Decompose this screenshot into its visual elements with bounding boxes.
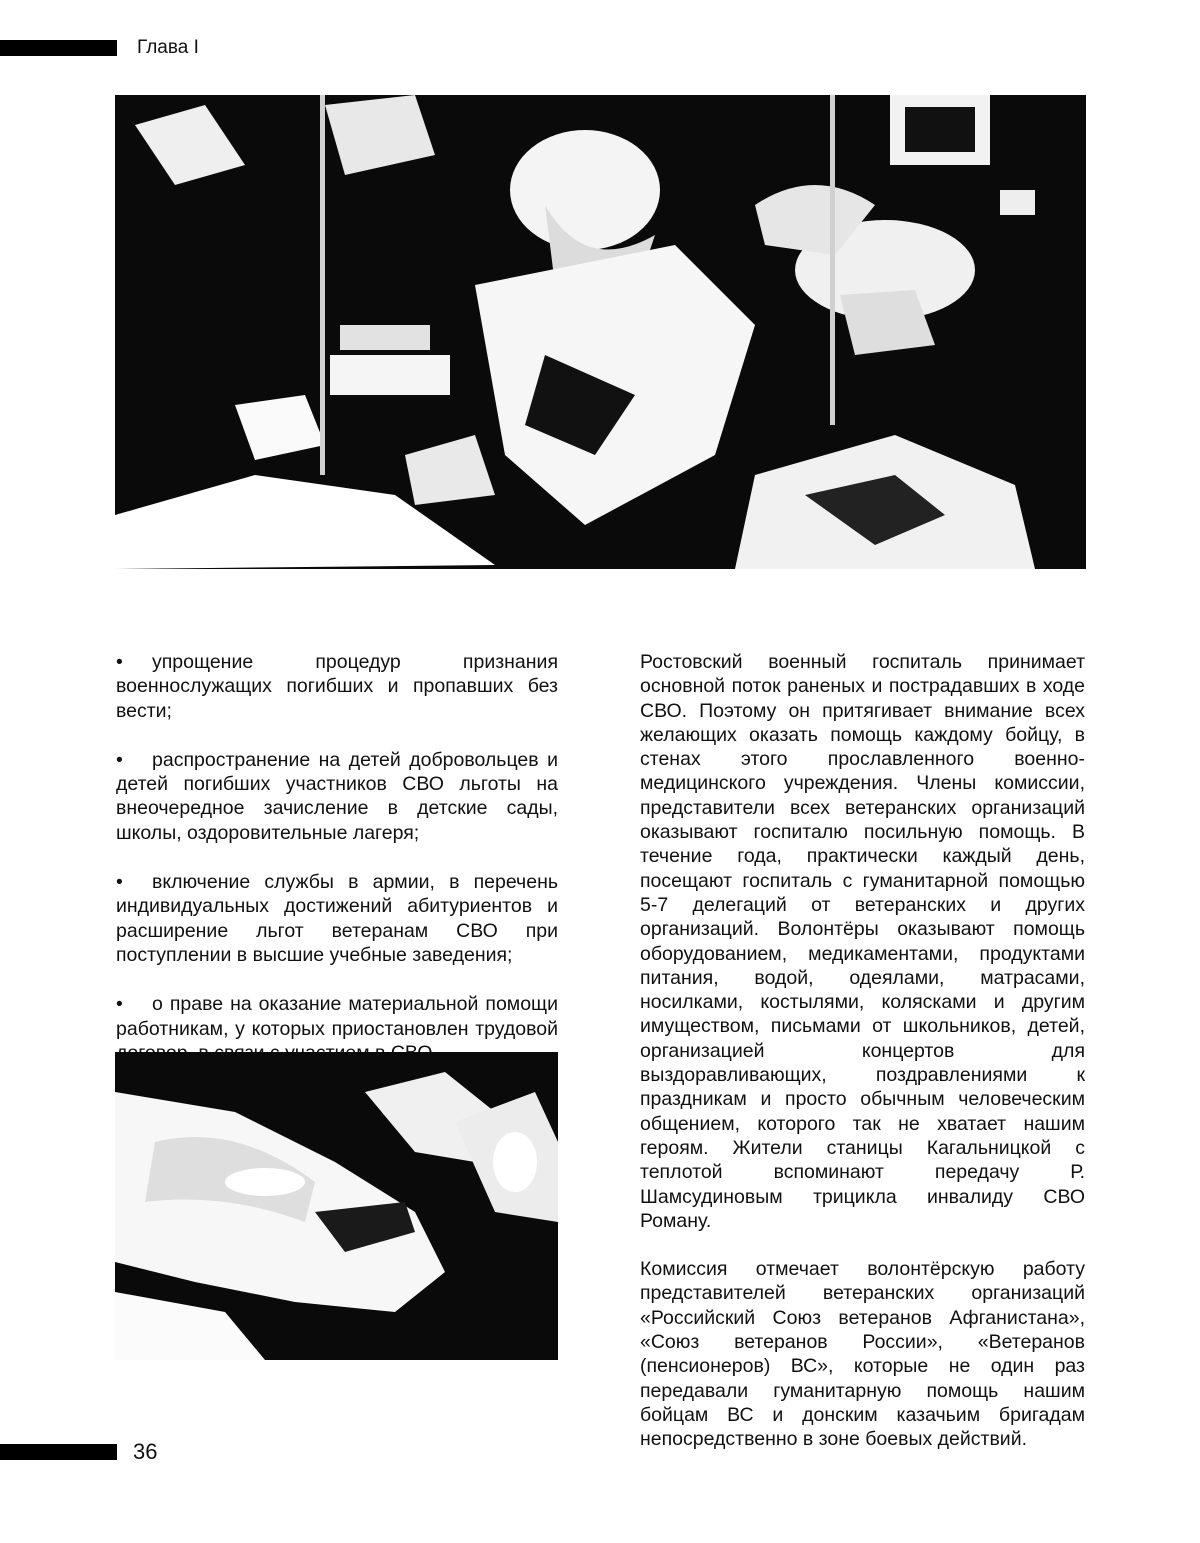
bullet-text: упрощение процедур признания военнослужащих погибших и пропавших без вести; bbox=[116, 651, 558, 722]
bullet-text: распространение на детей добровольцев и детей погибших участников СВО льготы на внеочередное зачисление в детские сады, школы, оздоровительные лагеря; bbox=[116, 748, 558, 844]
bullet-dot: • bbox=[116, 748, 123, 771]
bullet-item bbox=[116, 870, 558, 967]
bullet-text: включение службы в армии, в перечень индивидуальных достижений абитуриентов и расширение льгот ветеранам СВО при поступлении в высшие учебные заведения; bbox=[116, 871, 558, 966]
gloved-hands-photo bbox=[115, 1052, 558, 1360]
page-number: 36 bbox=[133, 1439, 158, 1464]
bullet-text: о праве на оказание материальной помощи работникам, у которых приостановлен трудовой bbox=[116, 993, 558, 1040]
right-column bbox=[640, 650, 1085, 1476]
paragraph: Комиссия отмечает волонтёрскую работу представителей ветеранских организаций «Российский Союз ветеранов Афганистана», «Союз ветеранов России», «Ветеранов (пенсионеров) ВС», которые не один раз передавали гуманитарную помощь нашим бойцам ВС и донским казачьим бригадам непосредственно в зоне боевых действий. bbox=[640, 1258, 1085, 1451]
chapter-label: Глава I bbox=[137, 37, 199, 58]
bullet-item bbox=[116, 650, 558, 723]
left-column bbox=[116, 650, 558, 1090]
footer-bar bbox=[0, 1444, 117, 1460]
bullet-item bbox=[116, 748, 558, 845]
surgery-team-photo bbox=[115, 95, 1086, 569]
bullet-dot: • bbox=[116, 871, 123, 894]
paragraph: Ростовский военный госпиталь принимает основной поток раненых и пострадавших в ходе СВО. Поэтому он притягивает внимание всех желающих оказать помощь каждому бойцу, в стенах этого прославленного военно-медицинского учреждения. Члены комиссии, представители всех ветеранских организаций оказывают госпиталю посильную помощь. В течение года, практически каждый день, посещают госпиталь с гуманитарной помощью 5-7 делегаций от ветеранских и других организаций. Волонтёры оказывают помощь оборудованием, медикаментами, продуктами питания, водой, одеялами, матрасами, носилками, костылями, колясками и другим имуществом, письмами от школьников, детей, организацией концертов для выздоравливающих, поздравлениями к праздникам и просто обычным человеческим общением, которого так не хватает нашим героям. Жители станицы Кагальницкой с теплотой вспоминают передачу Р. Шамсудиновым трицикла инвалиду СВО Роману. bbox=[640, 651, 1085, 1232]
bullet-dot: • bbox=[116, 993, 123, 1016]
bullet-dot: • bbox=[116, 651, 123, 673]
header-bar bbox=[0, 40, 117, 56]
